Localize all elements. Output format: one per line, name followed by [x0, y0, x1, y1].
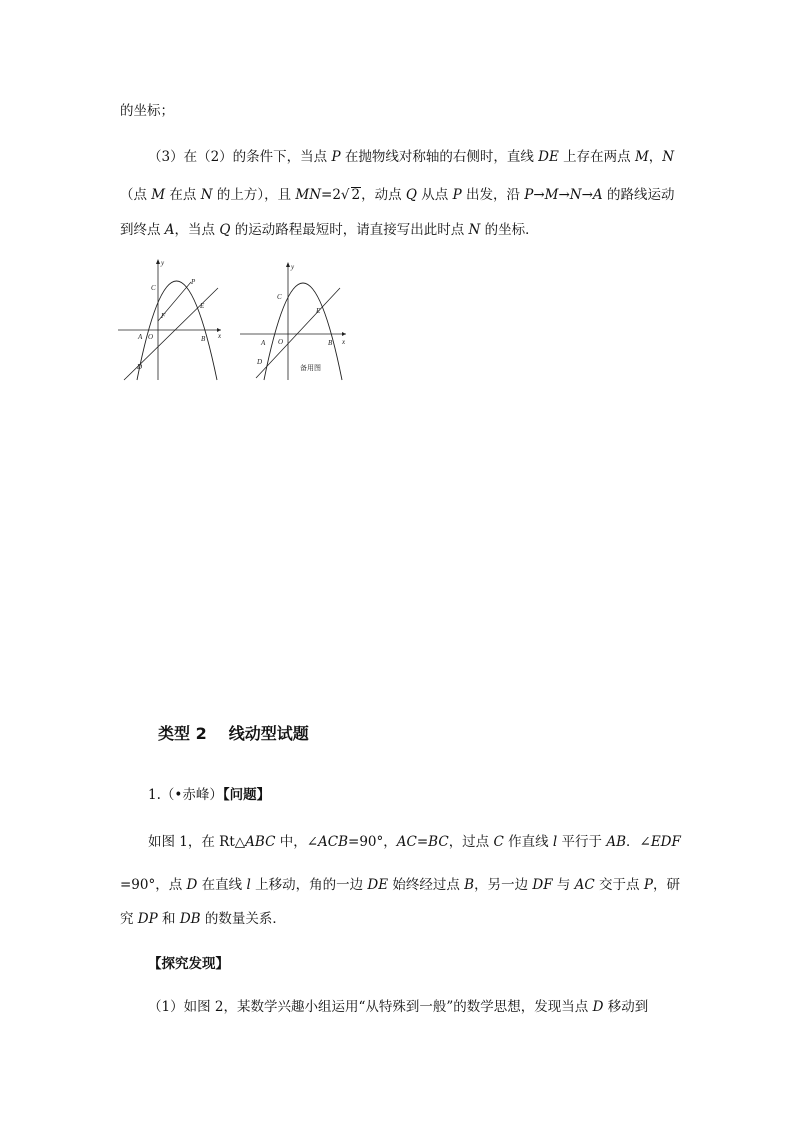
text-line-0: 的坐标； [120, 103, 174, 119]
fig2-label-c: C [277, 293, 282, 301]
fig1-label-e: E [200, 302, 205, 310]
q1-header: 1.（•赤峰）【问题】 [148, 787, 271, 803]
fig1-label-c: C [151, 284, 156, 292]
fig1-label-f: F [161, 312, 166, 320]
figure-1 [118, 256, 223, 382]
fig2-label-x: x [342, 338, 346, 346]
fig2-caption: 备用图 [300, 365, 321, 372]
fig1-label-b: B [201, 335, 206, 343]
fig2-label-a: A [261, 339, 266, 347]
fig1-label-o: O [148, 333, 154, 341]
q1-explore-tag: 【探究发现】 [148, 956, 229, 972]
fig1-label-p: P [191, 278, 196, 286]
q1-para-4: （1）如图 2，某数学兴趣小组运用“从特殊到一般”的数学思想，发现当点 D 移动到 [148, 999, 649, 1015]
fig2-label-y: y [291, 263, 295, 271]
q1-para-1: 如图 1，在 Rt△ABC 中，∠ACB=90°，AC=BC，过点 C 作直线 l 平行于 AB．∠EDF [148, 834, 681, 850]
fig1-label-d: D [137, 363, 143, 371]
q1-para-2: =90°，点 D 在直线 l 上移动，角的一边 DE 始终经过点 B，另一边 DF 与 AC 交于点 P，研 [120, 877, 680, 893]
section-title: 类型 2 线动型试题 [158, 724, 309, 743]
fig2-label-o: O [278, 338, 284, 346]
problem3-line-3: 到终点 A，当点 Q 的运动路程最短时，请直接写出此时点 N 的坐标． [120, 222, 539, 238]
problem3-line-1: （3）在（2）的条件下，当点 P 在抛物线对称轴的右侧时，直线 DE 上存在两点 M，N [148, 149, 675, 165]
fig1-label-y: y [161, 259, 165, 267]
fig2-label-b: B [328, 339, 333, 347]
fig2-label-d: D [257, 358, 263, 366]
fig2-label-e: E [316, 307, 321, 315]
problem3-line-2: （点 M 在点 N 的上方），且 MN=2√ 2，动点 Q 从点 P 出发，沿 P→M→N→A 的路线运动 [120, 187, 675, 203]
sqrt-radicand: 2 [351, 187, 361, 203]
fig1-label-x: x [218, 332, 222, 340]
figure-2 [240, 258, 352, 382]
q1-para-3: 究 DP 和 DB 的数量关系． [120, 911, 286, 927]
fig1-label-a: A [138, 333, 143, 341]
